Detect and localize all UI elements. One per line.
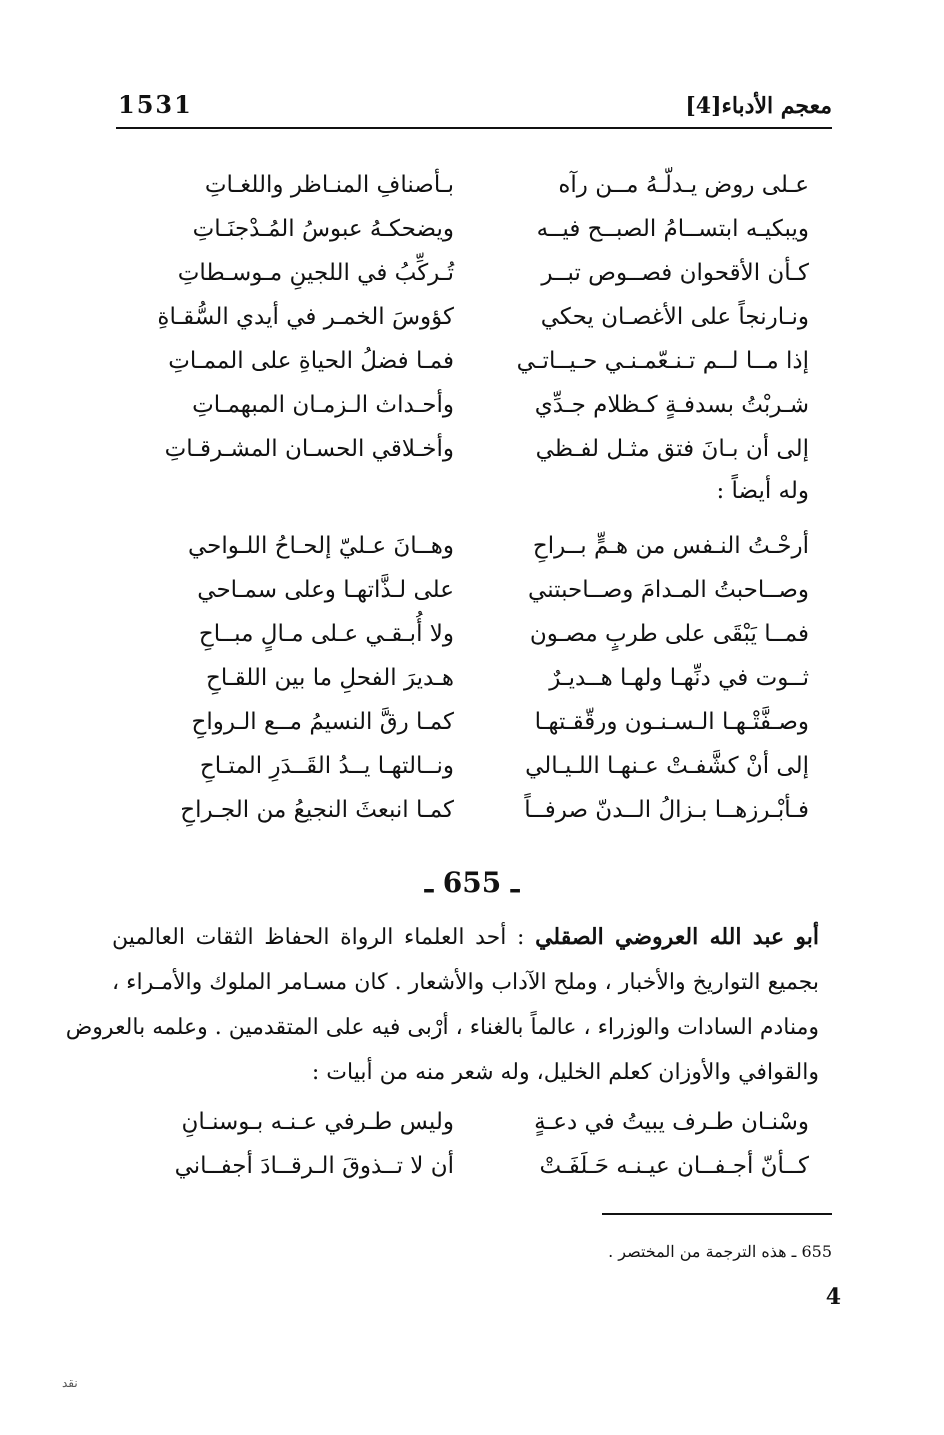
verse-first-hemistich: ويبكيـه ابتســامُ الصبــح فيــه: [536, 216, 809, 242]
entry-line: والقوافي والأوزان كعلم الخليل، وله شعر منه من أبيات :: [311, 1060, 819, 1085]
verse-first-hemistich: أرحْـتُ النـفس من هـمٍّ بــراحِ: [532, 533, 809, 559]
verse-second-hemistich: ونــالتهـا يــدُ القَــدَرِ المتـاحِ: [199, 753, 454, 779]
verse-second-hemistich: بـأصنافِ المنـاظر واللغـاتِ: [204, 172, 454, 198]
verse-first-hemistich: كــأنّ أجـفــان عيـنـه حَـلَفَـتْ: [539, 1153, 809, 1179]
verse-second-hemistich: أن لا تــذوقَ الـرقــادَ أجفــاني: [174, 1153, 454, 1179]
verse-second-hemistich: على لـذَّاتهـا وعلى سمـاحي: [197, 577, 454, 603]
footnote-rule: [602, 1213, 832, 1215]
verse-line: [0, 341, 944, 381]
verse-first-hemistich: كـأن الأقحوان فصــوص تبــر: [541, 260, 809, 286]
verse-first-hemistich: عـلى روض يـدلّـهُ مــن رآه: [558, 172, 809, 198]
verse-second-hemistich: هـديرَ الفحلِ ما بين اللقـاحِ: [206, 665, 454, 691]
verse-line: [0, 1146, 944, 1186]
verse-line: [0, 165, 944, 205]
verse-first-hemistich: إذا مــا لــم تـنـعّمـنـي حـيــاتـي: [516, 348, 809, 374]
verse-line: [0, 253, 944, 293]
verse-first-hemistich: فمــا يَبْقَى على طربٍ مصـون: [529, 621, 809, 647]
verse-line: [0, 658, 944, 698]
entry-text: : أحد العلماء الرواة الحفاظ الثقات العالمين: [112, 925, 536, 950]
verse-first-hemistich: شـربْتُ بسدفـةٍ كـظلام جـدِّي: [534, 392, 809, 418]
entry-line: ومنادم السادات والوزراء ، عالماً بالغناء ، أرْبى فيه على المتقدمين . وعلمه بالعروض: [65, 1015, 819, 1040]
verse-line: [0, 790, 944, 830]
verse-line: [0, 746, 944, 786]
verse-second-hemistich: كمـا انبعثَ النجيعُ من الجـراحِ: [180, 797, 454, 823]
verse-line: [0, 209, 944, 249]
verse-first-hemistich: فـأبْـرزهــا بـزالُ الــدنّ صرفــاً: [524, 797, 809, 823]
verse-first-hemistich: وصـفَّتْـهـا الـسـنـون ورقّقـتهـا: [534, 709, 809, 735]
entry-body: [65, 915, 820, 1095]
verse-second-hemistich: ويضحكـهُ عبوسُ المُـدْجنَـاتِ: [192, 216, 454, 242]
signature-mark: 4: [825, 1284, 841, 1310]
verse-second-hemistich: وأخـلاقي الحسـان المشـرقـاتِ: [164, 436, 454, 462]
verse-line: [0, 526, 944, 566]
poem-intro: وله أيضاً :: [716, 478, 809, 504]
verse-first-hemistich: إلى أنْ كشَّفـتْ عـنهـا اللـيـالي: [525, 753, 809, 779]
verse-line: [0, 570, 944, 610]
verse-second-hemistich: ولا أُبـقـي عـلى مـالٍ مبــاحِ: [198, 621, 454, 647]
margin-mark: نقد: [62, 1376, 78, 1390]
verse-second-hemistich: وأحـداث الـزمـان المبهمـاتِ: [192, 392, 454, 418]
verse-line: [0, 614, 944, 654]
running-header-title: معجم الأدباء[4]: [685, 93, 832, 119]
verse-first-hemistich: وصــاحبتُ المـدامَ وصــاحبتني: [528, 577, 809, 603]
verse-line: [0, 297, 944, 337]
verse-line: [0, 1102, 944, 1142]
verse-second-hemistich: كمـا رقَّ النسيمُ مــع الـرواحِ: [191, 709, 454, 735]
page-number: 1531: [118, 90, 193, 119]
verse-line: [0, 702, 944, 742]
verse-second-hemistich: وليس طـرفي عـنـه بـوسنـانِ: [181, 1109, 454, 1135]
verse-first-hemistich: ثــوت في دنِّهـا ولهـا هــديـرٌ: [549, 665, 809, 691]
verse-first-hemistich: وسْنـان طـرف يبيتُ في دعـةٍ: [534, 1109, 809, 1135]
verse-second-hemistich: تُـركِّبُ في اللجينِ مـوسـطاتِ: [177, 260, 454, 286]
footnote: 655 ـ هذه الترجمة من المختصر .: [608, 1242, 832, 1261]
verse-line: [0, 429, 944, 469]
verse-line: [0, 385, 944, 425]
entry-number: ـ 655 ـ: [424, 866, 520, 899]
entry-line: بجميع التواريخ والأخبار ، وملح الآداب والأشعار . كان مسـامر الملوك والأمـراء ،: [112, 970, 819, 995]
verse-second-hemistich: فمـا فضلُ الحياةِ على الممـاتِ: [168, 348, 454, 374]
entry-author-name: أبو عبد الله العروضي الصقلي: [535, 924, 820, 950]
entry-line: [112, 915, 819, 960]
verse-second-hemistich: وهــانَ عـليّ إلحـاحُ اللـواحي: [187, 533, 454, 559]
verse-second-hemistich: كؤوسَ الخمـر في أيدي السُّقـاةِ: [157, 304, 454, 330]
verse-first-hemistich: ونـارنجاً على الأغصـان يحكي: [540, 304, 809, 330]
verse-first-hemistich: إلى أن بـانَ فتق مثـل لفـظي: [535, 436, 809, 462]
header-rule: [116, 127, 832, 129]
